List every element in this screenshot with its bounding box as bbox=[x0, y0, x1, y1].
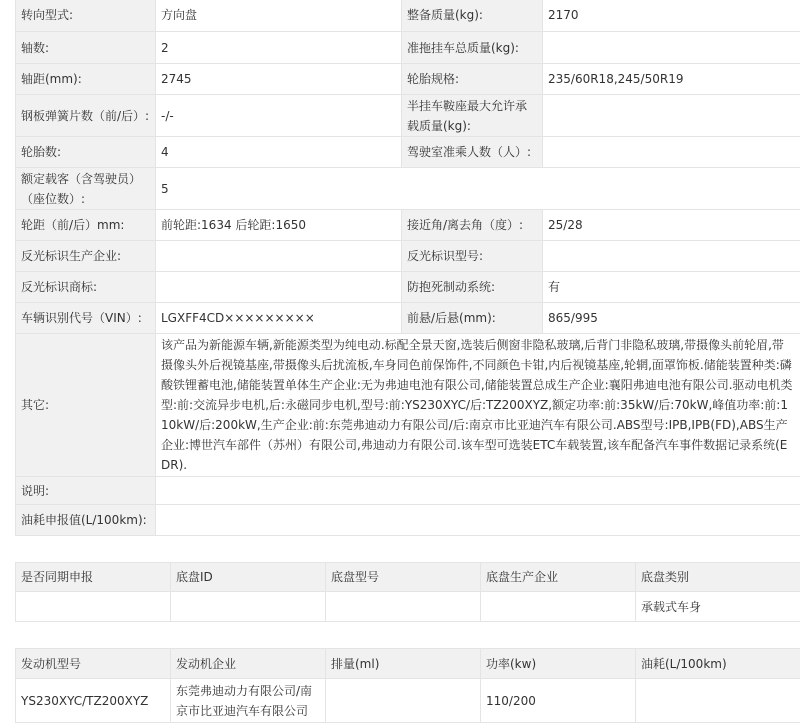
chassis-header: 是否同期申报 bbox=[16, 563, 171, 592]
engine-header: 发动机企业 bbox=[171, 649, 326, 679]
spec-label: 准拖挂车总质量(kg): bbox=[402, 32, 543, 64]
spec-value bbox=[156, 505, 800, 536]
spec-label: 轴距(mm): bbox=[16, 64, 156, 95]
spec-label: 说明: bbox=[16, 477, 156, 505]
spec-label: 反光标识商标: bbox=[16, 272, 156, 303]
engine-cell bbox=[636, 679, 800, 723]
spec-row bbox=[16, 64, 800, 95]
spec-label: 接近角/离去角（度）: bbox=[402, 210, 543, 241]
chassis-cell bbox=[16, 592, 171, 622]
spec-label: 轮距（前/后）mm: bbox=[16, 210, 156, 241]
spec-label: 转向型式: bbox=[16, 0, 156, 32]
spec-label: 前悬/后悬(mm): bbox=[402, 303, 543, 334]
chassis-header: 底盘ID bbox=[171, 563, 326, 592]
spec-label: 轮胎数: bbox=[16, 137, 156, 168]
vehicle-params bbox=[15, 0, 800, 723]
spec-value: 2745 bbox=[156, 64, 402, 95]
spec-row bbox=[16, 334, 800, 477]
chassis-cell bbox=[481, 592, 636, 622]
spec-value: 5 bbox=[156, 168, 800, 210]
spec-label: 钢板弹簧片数（前/后）: bbox=[16, 95, 156, 137]
engine-cell bbox=[326, 679, 481, 723]
spec-row bbox=[16, 137, 800, 168]
chassis-row bbox=[16, 592, 800, 622]
engine-cell: 东莞弗迪动力有限公司/南京市比亚迪汽车有限公司 bbox=[171, 679, 326, 723]
spec-value bbox=[543, 32, 800, 64]
engine-header: 发动机型号 bbox=[16, 649, 171, 679]
chassis-table bbox=[15, 562, 800, 622]
engine-cell: 110/200 bbox=[481, 679, 636, 723]
spec-label: 反光标识生产企业: bbox=[16, 241, 156, 272]
spec-value: LGXFF4CD××××××××× bbox=[156, 303, 402, 334]
spec-value: 4 bbox=[156, 137, 402, 168]
chassis-header: 底盘型号 bbox=[326, 563, 481, 592]
chassis-cell bbox=[326, 592, 481, 622]
engine-cell: YS230XYC/TZ200XYZ bbox=[16, 679, 171, 723]
spec-value: -/- bbox=[156, 95, 402, 137]
spec-row bbox=[16, 0, 800, 32]
spec-label: 半挂车鞍座最大允许承载质量(kg): bbox=[402, 95, 543, 137]
spec-value: 25/28 bbox=[543, 210, 800, 241]
chassis-header: 底盘生产企业 bbox=[481, 563, 636, 592]
spec-value: 2170 bbox=[543, 0, 800, 32]
spec-row bbox=[16, 505, 800, 536]
spec-label: 车辆识别代号（VIN）: bbox=[16, 303, 156, 334]
spec-value: 方向盘 bbox=[156, 0, 402, 32]
chassis-header: 底盘类别 bbox=[636, 563, 800, 592]
spec-value bbox=[156, 241, 402, 272]
spec-table bbox=[15, 0, 800, 536]
spec-row bbox=[16, 32, 800, 64]
spec-label: 反光标识型号: bbox=[402, 241, 543, 272]
spec-label: 驾驶室准乘人数（人）: bbox=[402, 137, 543, 168]
spec-value: 有 bbox=[543, 272, 800, 303]
engine-row bbox=[16, 679, 800, 723]
spec-value bbox=[543, 241, 800, 272]
engine-header-row bbox=[16, 649, 800, 679]
spec-label: 防抱死制动系统: bbox=[402, 272, 543, 303]
chassis-cell: 承载式车身 bbox=[636, 592, 800, 622]
spec-value: 865/995 bbox=[543, 303, 800, 334]
spec-label: 轮胎规格: bbox=[402, 64, 543, 95]
spec-value: 235/60R18,245/50R19 bbox=[543, 64, 800, 95]
spec-row bbox=[16, 477, 800, 505]
spec-row bbox=[16, 303, 800, 334]
spec-value bbox=[543, 137, 800, 168]
spec-value bbox=[156, 477, 800, 505]
spec-row bbox=[16, 168, 800, 210]
spec-row bbox=[16, 272, 800, 303]
engine-header: 油耗(L/100km) bbox=[636, 649, 800, 679]
spec-label: 其它: bbox=[16, 334, 156, 477]
chassis-cell bbox=[171, 592, 326, 622]
engine-header: 功率(kw) bbox=[481, 649, 636, 679]
spec-label: 额定载客（含驾驶员）（座位数）: bbox=[16, 168, 156, 210]
spec-value bbox=[543, 95, 800, 137]
spec-row bbox=[16, 241, 800, 272]
spec-label: 油耗申报值(L/100km): bbox=[16, 505, 156, 536]
spec-label: 轴数: bbox=[16, 32, 156, 64]
chassis-header-row bbox=[16, 563, 800, 592]
spec-row bbox=[16, 95, 800, 137]
spec-value: 前轮距:1634 后轮距:1650 bbox=[156, 210, 402, 241]
spec-value: 2 bbox=[156, 32, 402, 64]
spec-value bbox=[156, 272, 402, 303]
spec-value: 该产品为新能源车辆,新能源类型为纯电动.标配全景天窗,选装后侧窗非隐私玻璃,后背门非隐私玻璃,带摄像头前轮眉,带摄像头外后视镜基座,带摄像头后扰流板,车身同色前保饰件,不同颜色卡钳,内后视镜基座,轮辋,面罩饰板.储能装置种类:磷酸铁锂蓄电池,储能装置单体生产企业:无为弗迪电池有限公司,储能装置总成生产企业:襄阳弗迪电池有限公司.驱动电机类型:前:交流异步电机,后:永磁同步电机,型号:前:YS230XYC/后:TZ200XYZ,额定功率:前:35kW/后:70kW,峰值功率:前:110kW/后:200kW,生产企业:前:东莞弗迪动力有限公司/后:南京市比亚迪汽车有限公司.ABS型号:IPB,IPB(FD),ABS生产企业:博世汽车部件（苏州）有限公司,弗迪动力有限公司.该车型可选装ETC车载装置,该车配备汽车事件数据记录系统(EDR). bbox=[156, 334, 800, 477]
spec-row bbox=[16, 210, 800, 241]
engine-header: 排量(ml) bbox=[326, 649, 481, 679]
engine-table bbox=[15, 648, 800, 723]
spec-label: 整备质量(kg): bbox=[402, 0, 543, 32]
